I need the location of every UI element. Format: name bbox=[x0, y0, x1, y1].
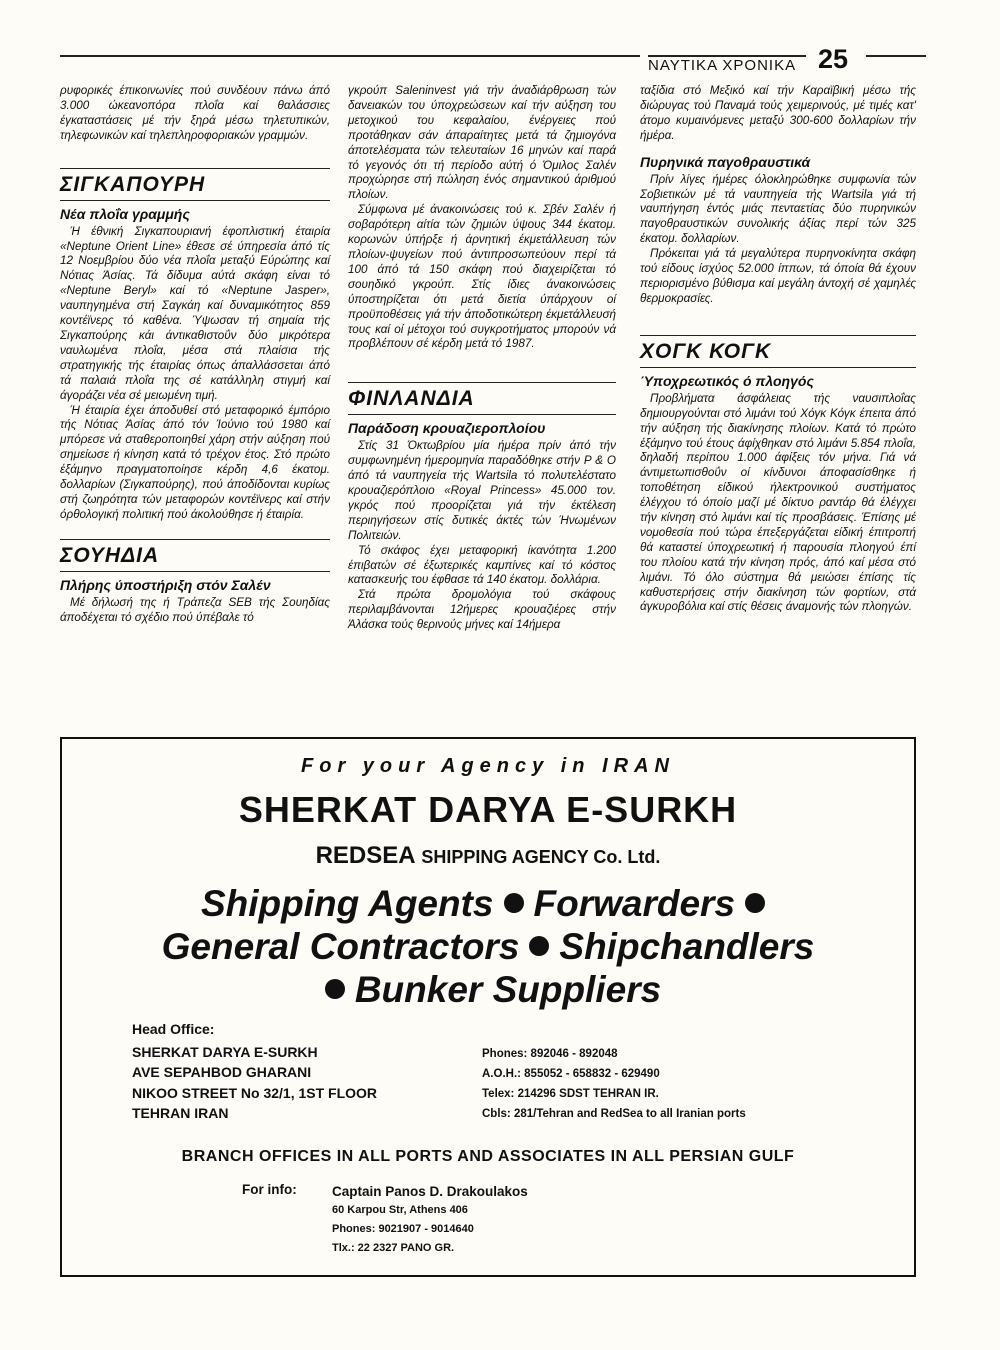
paragraph: ρυφορικές έπικοινωνίες πού συνδέουν πάνω άπό 3.000 ώκεανοπόρα πλοΐα καί θαλάσσιες έγκαταστάσεις μέ τήν ξηρά μέσω τηλετυπικών, τηλεφωνικών καί τηλεπληροφοριακών γραμμών. bbox=[60, 84, 330, 142]
column-1 bbox=[60, 84, 330, 626]
header-rule bbox=[866, 55, 926, 57]
paragraph: Ή έταιρία έχει άποδυθεί στό μεταφορικό έμπόριο τής Νότιας Άσίας άπό τόν Ίούνιο τού 1980 καί μπόρεσε νά σταθεροποιηθεί χάρη στήν αύξηση πού σημείωσε ή κίνηση κατά τό τρέχον έτος. Στό πρώτο έξάμηνο πραγματοποίησε κέρδη 4,6 έκατομ. δολλαρίων (Σιγκαπούρης), πού άποδίδονται κυρίως στή ζωηρότητα τών μεταφορών κοντέϊνερς καί στήν όρθολογική πολιτική πού άκολούθησε ή έταιρία. bbox=[60, 403, 330, 521]
paragraph: Ή έθνική Σιγκαπουριανή έφοπλιστική έταιρία «Neptune Orient Line» έθεσε σέ ύπηρεσία άπό τίς 12 Νοεμβρίου δύο νέα πλοΐα μεταξύ Εύρώπης καί Νότιας Άσίας. Τά δίδυμα αύτά σκάφη είναι τό «Neptune Beryl» καί τό «Neptune Jasper», ναυπηγημένα στή Σαγκάη καί δυναμικότητος 859 κοντέϊνερς τό καθένα. Ύψωσαν τή σημαία τής Σιγκαπούρης κάι άντικαθιστοΰν δύο μικρότερα ναυλωμένα πλοΐα, μέσα στά πλαίσια τής στρατηγικής τής έταιρίας όπως άπαλλάσσεται άπό τά παλαιά πλοΐα της σέ κατάλληλη στιγμή καί άγοράζει νέα σέ μειωμένη τιμή. bbox=[60, 224, 330, 402]
ad-contact-line: Phones: 892046 - 892048 bbox=[482, 1048, 618, 1060]
ad-head-office-label: Head Office: bbox=[132, 1021, 215, 1037]
paragraph: Σύμφωνα μέ άνακοινώσεις τού κ. Σβέν Σαλέν ή σοβαρότερη αίτία τών ζημιών ύψους 344 έκατομ. κορωνών ύπήρξε ή άρνητική έκμετάλλευση τών πλοίων-ψυγείων πού άντιπροσωπεύουν περί τά 100 άπό τά 150 σκάφη πού διαχειρίζεται τό σουηδικό γκρούπ. Στίς ίδιες άνακοινώσεις ύποστηρίζεται ότι μετά διετία ύπάρχουν οί προϋποθέσεις γιά τήν άποδοτικώτερη έκμετάλλευσή τους καί οί μέτοχοι τού συγκροτήματος μπορούν νά προβλέπουν σέ κέρδη μετά τό 1987. bbox=[348, 203, 616, 351]
article-subtitle: Παράδοση κρουαζιερoπλοίου bbox=[348, 420, 546, 437]
paragraph: ταξίδια στό Μεξικό καί τήν Καραϊβική μέσω τής διώρυγας τού Παναμά τούς χειμερινούς, μέ τιμές κατ' άτομο κυμαινόμενες μεταξύ 300-600 δολλαρίων τήν ήμέρα. bbox=[640, 84, 916, 142]
paragraph: Στίς 31 Όκτωβρίου μία ήμέρα πρίν άπό τήν συμφωνημένη ήμερομηνία παραδόθηκε στήν P & O άπό τά ναυπηγεία τής Wartsila τό πολυτελέστατο κρουαζιερόπλοιο «Royal Princess» 45.000 τον. γκρός πού προορίζεται γιά τήν έκτέλεση περιηγήσεων στίς δυτικές άκτές τών Ήνωμένων Πολιτειών. bbox=[348, 439, 616, 542]
page-number: 25 bbox=[818, 44, 849, 74]
ad-address-line: AVE SEPAHBOD GHARANI bbox=[132, 1064, 312, 1080]
paragraph: Προβλήματα άσφάλειας τής ναυσιπλοΐας δημιουργούνται στό λιμάνι τού Χόγκ Κόγκ έπειτα άπό τήν αύξηση τής διακίνησης πλοίων. Κατά τό πρώτο έξάμηνο τού έτους άφίχθηκαν στό λιμάνι 5.854 πλοΐα, δηλαδή περίπου 1.000 άφίξεις τόν μήνα. Γιά νά άντιμετωπισθοΰν οί κίνδυνοι άποφασίσθηκε ή τοποθέτηση είδικού ήλεκτρονικού συστήματος έλέγχου τό όποίο μαζί μέ δίκτυο ραντάρ θά έλέγχει τήν κίνηση στό λιμάνι καί τίς προσβάσεις. Έπίσης μέ νομοθεσία πού τώρα έπεξεργάζεται είδική έπιτροπή θά καταστεί ύποχρεωτική ή παρουσία πλοηγού έπί του πλοίου κατά τήν κίνηση πρός, άπό καί μέσα στό λιμάνι. Τό όλο σύστημα θά μειώσει έπίσης τίς καθυστερήσεις στήν διακίνηση τών φορτίων, στά άγκυροβόλια καί στίς θέσεις άναμονής τών πλοηγών. bbox=[640, 391, 916, 614]
bullet-icon bbox=[529, 936, 549, 956]
ad-head-office bbox=[132, 1019, 377, 1124]
section-finland bbox=[348, 382, 616, 633]
ad-for-info-label: For info: bbox=[242, 1182, 297, 1197]
ad-info-line: Captain Panos D. Drakoulakos bbox=[332, 1184, 528, 1199]
article-subtitle: Πυρηνικά παγοθραυστικά bbox=[640, 153, 811, 170]
bullet-icon bbox=[504, 893, 524, 913]
paragraph: Τό σκάφος έχει μεταφορική ίκανότητα 1.200 έπιβατών σέ έξωτερικές καμπίνες καί τό κόστος κατασκευής του έφθασε τά 140 έκατομ. δολλάρια. bbox=[348, 543, 616, 587]
ad-agency-name bbox=[62, 842, 914, 870]
ad-branches: BRANCH OFFICES IN ALL PORTS AND ASSOCIATES IN ALL PERSIAN GULF bbox=[181, 1148, 795, 1165]
section-title: ΦΙΝΛΑΝΔΙΑ bbox=[348, 387, 475, 411]
paragraph: Μέ δήλωσή της ή Τράπεζα SEB τής Σουηδίας άποδέχεται τό σχέδιο πού ύπέβαλε τό bbox=[60, 595, 330, 624]
ad-address-line: TEHRAN IRAN bbox=[132, 1105, 229, 1121]
section-rule bbox=[60, 200, 330, 201]
section-title: ΧΟΓΚ ΚΟΓΚ bbox=[640, 339, 772, 363]
ad-agency-suffix: SHIPPING AGENCY Co. Ltd. bbox=[421, 847, 661, 867]
paragraph: γκρούπ Saleninvest γιά τήν άναδιάρθρωση τών δανειακών του ύποχρεώσεων καί τήν αύξηση του μετοχικού του κεφαλαίου, ένέργειες πού προτάθηκαν σάν άπαραίτητες μετά τά ζημιογόνα άποτελέσματα τών τελευταίων 16 μηνών καί παρά τό γεγονός ότι τή περίοδο αύτή ό Όμιλος Σαλέν προχώρησε στή πώληση ένός σημαντικού άριθμού πλοίων. bbox=[348, 84, 616, 202]
article-subtitle: Πλήρης ύποστήριξη στόν Σαλέν bbox=[60, 576, 271, 593]
magazine-title: ΝΑΥΤΙΚΑ ΧΡΟΝΙΚΑ bbox=[648, 57, 797, 74]
ad-contacts bbox=[482, 1044, 746, 1124]
paragraph: Στά πρώτα δρομολόγια τού σκάφους περιλαμβάνονται 12ήμερες κρουαζιέρες στήν Άλάσκα τούς θερινούς μήνες καί 14ήμερα bbox=[348, 588, 616, 632]
ad-contact-line: A.O.H.: 855052 - 658832 - 629490 bbox=[482, 1068, 660, 1080]
ad-address-line: NIKOO STREET No 32/1, 1ST FLOOR bbox=[132, 1084, 378, 1101]
section-title: ΣΙΓΚΑΠΟΥΡΗ bbox=[60, 172, 206, 196]
section-title: ΣΟΥΗΔΙΑ bbox=[60, 543, 160, 567]
bullet-icon bbox=[745, 893, 765, 913]
section-rule bbox=[60, 168, 330, 169]
ad-service: Shipping Agents bbox=[200, 883, 494, 924]
ad-service: Shipchandlers bbox=[559, 926, 815, 967]
ad-address-line: SHERKAT DARYA E-SURKH bbox=[132, 1043, 318, 1060]
section-rule bbox=[60, 571, 330, 572]
ad-contact-line: Cbls: 281/Tehran and RedSea to all Iranian ports bbox=[482, 1108, 746, 1120]
article-subtitle: Ύποχρεωτικός ό πλοηγός bbox=[640, 372, 814, 389]
advertisement bbox=[60, 737, 916, 1277]
ad-service: Forwarders bbox=[533, 883, 736, 924]
section-rule bbox=[348, 382, 616, 383]
ad-info-line: 60 Karpou Str, Athens 406 bbox=[332, 1204, 468, 1216]
ad-company-name: SHERKAT DARYA E-SURKH bbox=[238, 789, 738, 830]
ad-info-line: Phones: 9021907 - 9014640 bbox=[332, 1223, 474, 1235]
column-3 bbox=[640, 84, 916, 615]
section-rule bbox=[640, 367, 916, 368]
ad-for-info bbox=[332, 1182, 528, 1258]
article-subtitle: Νέα πλοΐα γραμμής bbox=[60, 205, 190, 222]
ad-services-line bbox=[62, 968, 914, 1011]
column-2 bbox=[348, 84, 616, 633]
ad-agency-brand: REDSEA bbox=[315, 842, 415, 869]
ad-services-line bbox=[62, 925, 914, 968]
ad-service: General Contractors bbox=[161, 926, 520, 967]
section-sweden bbox=[60, 539, 330, 626]
ad-contact-line: Telex: 214296 SDST TEHRAN IR. bbox=[482, 1088, 659, 1100]
ad-services-line bbox=[62, 882, 914, 925]
ad-service: Bunker Suppliers bbox=[354, 969, 662, 1010]
paragraph: Πρόκειται γιά τά μεγαλύτερα πυρηνοκίνητα σκάφη τού είδους ίσχύος 52.000 ίππων, τά όποία θά έχουν περιορισμένο βύθισμα καί μεγάλη άντοχή σέ χαμηλές θερμοκρασίες. bbox=[640, 247, 916, 305]
paragraph: Πρίν λίγες ήμέρες όλοκληρώθηκε συμφωνία τών Σοβιετικών μέ τά ναυπηγεία τής Wartsila γιά τή ναυπήγηση έντός μιάς πενταετίας δύο πυρηνικών παγοθραυστικών συνολικής άξίας περί τών 325 έκατομ. δολλαρίων. bbox=[640, 172, 916, 246]
section-rule bbox=[348, 414, 616, 415]
bullet-icon bbox=[325, 979, 345, 999]
section-rule bbox=[640, 335, 916, 336]
section-hongkong bbox=[640, 335, 916, 616]
section-singapore bbox=[60, 168, 330, 523]
header-rule bbox=[60, 55, 640, 57]
ad-info-line: Tlx.: 22 2327 PANO GR. bbox=[332, 1242, 455, 1254]
ad-tagline: For your Agency in IRAN bbox=[301, 755, 675, 777]
section-rule bbox=[60, 539, 330, 540]
